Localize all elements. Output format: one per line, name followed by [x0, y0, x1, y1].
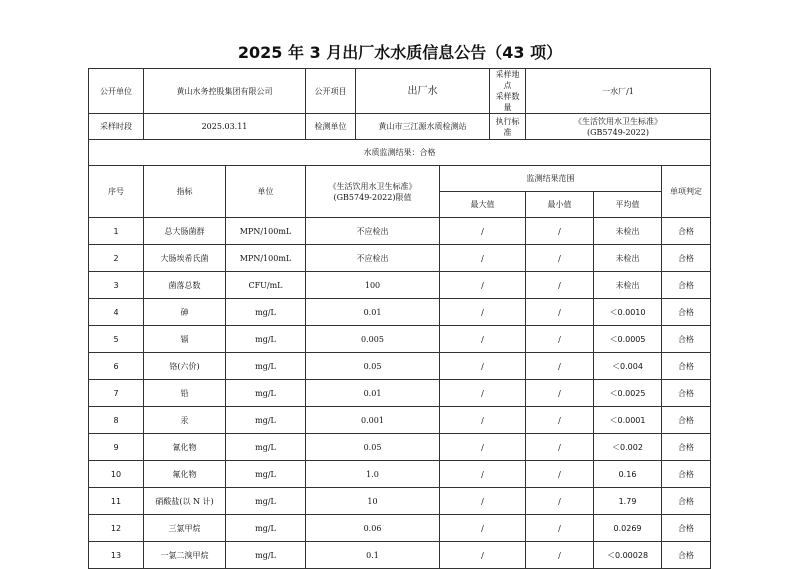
header-name: 指标 — [144, 166, 226, 218]
cell-verdict: 合格 — [662, 407, 711, 434]
header-avg: 平均值 — [594, 192, 662, 218]
cell-avg: 未检出 — [594, 218, 662, 245]
cell-max: / — [440, 542, 526, 569]
time-value: 2025.03.11 — [144, 114, 306, 140]
cell-unit: MPN/100mL — [226, 245, 306, 272]
cell-name: 总大肠菌群 — [144, 218, 226, 245]
header-max: 最大值 — [440, 192, 526, 218]
header-limit — [306, 166, 440, 218]
cell-avg: 未检出 — [594, 245, 662, 272]
std-value-line1: 《生活饮用水卫生标准》 — [574, 116, 662, 126]
cell-unit: mg/L — [226, 542, 306, 569]
site-value: 一水厂/1 — [526, 69, 711, 114]
table-row — [89, 353, 711, 380]
cell-avg: 0.0269 — [594, 515, 662, 542]
cell-no: 9 — [89, 434, 144, 461]
table-row — [89, 488, 711, 515]
table-row — [89, 380, 711, 407]
result-row — [89, 140, 711, 166]
table-row — [89, 326, 711, 353]
cell-name: 大肠埃希氏菌 — [144, 245, 226, 272]
cell-verdict: 合格 — [662, 461, 711, 488]
cell-no: 4 — [89, 299, 144, 326]
cell-name: 镉 — [144, 326, 226, 353]
table-row — [89, 218, 711, 245]
table-row — [89, 272, 711, 299]
cell-no: 13 — [89, 542, 144, 569]
cell-no: 3 — [89, 272, 144, 299]
cell-max: / — [440, 299, 526, 326]
cell-limit: 0.06 — [306, 515, 440, 542]
cell-unit: MPN/100mL — [226, 218, 306, 245]
cell-max: / — [440, 434, 526, 461]
header-verdict: 单项判定 — [662, 166, 711, 218]
cell-no: 11 — [89, 488, 144, 515]
table-header — [89, 166, 711, 218]
cell-max: / — [440, 218, 526, 245]
info-section — [89, 69, 711, 166]
cell-limit: 0.05 — [306, 434, 440, 461]
cell-avg: ＜0.002 — [594, 434, 662, 461]
table-row — [89, 434, 711, 461]
cell-max: / — [440, 461, 526, 488]
cell-avg: ＜0.0001 — [594, 407, 662, 434]
table-row — [89, 461, 711, 488]
cell-unit: mg/L — [226, 380, 306, 407]
cell-unit: mg/L — [226, 326, 306, 353]
cell-limit: 不应检出 — [306, 245, 440, 272]
cell-name: 硝酸盐(以 N 计) — [144, 488, 226, 515]
cell-no: 2 — [89, 245, 144, 272]
cell-name: 氟化物 — [144, 461, 226, 488]
cell-limit: 0.01 — [306, 299, 440, 326]
cell-min: / — [526, 515, 594, 542]
item-value: 出厂水 — [356, 69, 490, 114]
cell-min: / — [526, 407, 594, 434]
cell-unit: mg/L — [226, 488, 306, 515]
cell-no: 6 — [89, 353, 144, 380]
cell-unit: mg/L — [226, 461, 306, 488]
cell-limit: 0.001 — [306, 407, 440, 434]
cell-unit: mg/L — [226, 515, 306, 542]
cell-limit: 0.05 — [306, 353, 440, 380]
cell-name: 三氯甲烷 — [144, 515, 226, 542]
item-label: 公开项目 — [306, 69, 356, 114]
cell-min: / — [526, 488, 594, 515]
header-limit-line2: (GB5749-2022)限值 — [333, 192, 412, 202]
cell-avg: ＜0.004 — [594, 353, 662, 380]
cell-verdict: 合格 — [662, 380, 711, 407]
table-row — [89, 245, 711, 272]
cell-min: / — [526, 218, 594, 245]
unit-label: 公开单位 — [89, 69, 144, 114]
table-row — [89, 299, 711, 326]
cell-name: 菌落总数 — [144, 272, 226, 299]
cell-max: / — [440, 272, 526, 299]
page-title: 2025 年 3 月出厂水水质信息公告（43 项） — [237, 43, 563, 62]
cell-verdict: 合格 — [662, 488, 711, 515]
cell-min: / — [526, 245, 594, 272]
cell-avg: ＜0.0005 — [594, 326, 662, 353]
cell-avg: 未检出 — [594, 272, 662, 299]
cell-avg: 0.16 — [594, 461, 662, 488]
cell-min: / — [526, 542, 594, 569]
cell-limit: 0.01 — [306, 380, 440, 407]
cell-name: 氰化物 — [144, 434, 226, 461]
cell-avg: 1.79 — [594, 488, 662, 515]
cell-max: / — [440, 353, 526, 380]
cell-avg: ＜0.0010 — [594, 299, 662, 326]
cell-verdict: 合格 — [662, 515, 711, 542]
cell-no: 7 — [89, 380, 144, 407]
water-quality-table — [88, 68, 711, 569]
cell-no: 5 — [89, 326, 144, 353]
header-unit: 单位 — [226, 166, 306, 218]
cell-max: / — [440, 488, 526, 515]
cell-min: / — [526, 272, 594, 299]
cell-limit: 0.005 — [306, 326, 440, 353]
cell-no: 1 — [89, 218, 144, 245]
header-no: 序号 — [89, 166, 144, 218]
cell-no: 10 — [89, 461, 144, 488]
cell-name: 一氯二溴甲烷 — [144, 542, 226, 569]
unit-value: 黄山水务控股集团有限公司 — [144, 69, 306, 114]
cell-verdict: 合格 — [662, 542, 711, 569]
site-label-line2: 采样数量 — [495, 92, 520, 112]
header-row-1 — [89, 166, 711, 192]
time-label: 采样时段 — [89, 114, 144, 140]
std-value — [526, 114, 711, 140]
cell-verdict: 合格 — [662, 326, 711, 353]
cell-unit: CFU/mL — [226, 272, 306, 299]
header-limit-line1: 《生活饮用水卫生标准》 — [328, 181, 417, 191]
result-line: 水质监测结果：合格 — [89, 140, 711, 166]
info-row-2 — [89, 114, 711, 140]
header-min: 最小值 — [526, 192, 594, 218]
cell-verdict: 合格 — [662, 272, 711, 299]
cell-limit: 10 — [306, 488, 440, 515]
std-value-line2: (GB5749-2022) — [587, 127, 649, 137]
cell-limit: 不应检出 — [306, 218, 440, 245]
cell-name: 铬(六价) — [144, 353, 226, 380]
cell-unit: mg/L — [226, 434, 306, 461]
cell-unit: mg/L — [226, 353, 306, 380]
cell-max: / — [440, 380, 526, 407]
cell-no: 8 — [89, 407, 144, 434]
org-value: 黄山市三江源水质检测站 — [356, 114, 490, 140]
info-row-1 — [89, 69, 711, 114]
site-label-line1: 采样地点 — [495, 70, 520, 90]
org-label: 检测单位 — [306, 114, 356, 140]
cell-no: 12 — [89, 515, 144, 542]
cell-limit: 1.0 — [306, 461, 440, 488]
std-label: 执行标准 — [490, 114, 526, 140]
table-row — [89, 515, 711, 542]
table-body — [89, 218, 711, 569]
cell-avg: ＜0.00028 — [594, 542, 662, 569]
cell-min: / — [526, 380, 594, 407]
cell-verdict: 合格 — [662, 434, 711, 461]
cell-unit: mg/L — [226, 299, 306, 326]
cell-max: / — [440, 326, 526, 353]
cell-verdict: 合格 — [662, 218, 711, 245]
cell-verdict: 合格 — [662, 245, 711, 272]
cell-unit: mg/L — [226, 407, 306, 434]
cell-name: 汞 — [144, 407, 226, 434]
cell-max: / — [440, 407, 526, 434]
site-label — [490, 69, 526, 114]
cell-min: / — [526, 353, 594, 380]
cell-max: / — [440, 515, 526, 542]
cell-name: 铅 — [144, 380, 226, 407]
cell-verdict: 合格 — [662, 299, 711, 326]
cell-max: / — [440, 245, 526, 272]
cell-avg: ＜0.0025 — [594, 380, 662, 407]
cell-min: / — [526, 326, 594, 353]
header-range: 监测结果范围 — [440, 166, 662, 192]
cell-min: / — [526, 461, 594, 488]
cell-min: / — [526, 434, 594, 461]
cell-name: 砷 — [144, 299, 226, 326]
cell-limit: 100 — [306, 272, 440, 299]
table-row — [89, 542, 711, 569]
cell-min: / — [526, 299, 594, 326]
cell-verdict: 合格 — [662, 353, 711, 380]
cell-limit: 0.1 — [306, 542, 440, 569]
table-row — [89, 407, 711, 434]
